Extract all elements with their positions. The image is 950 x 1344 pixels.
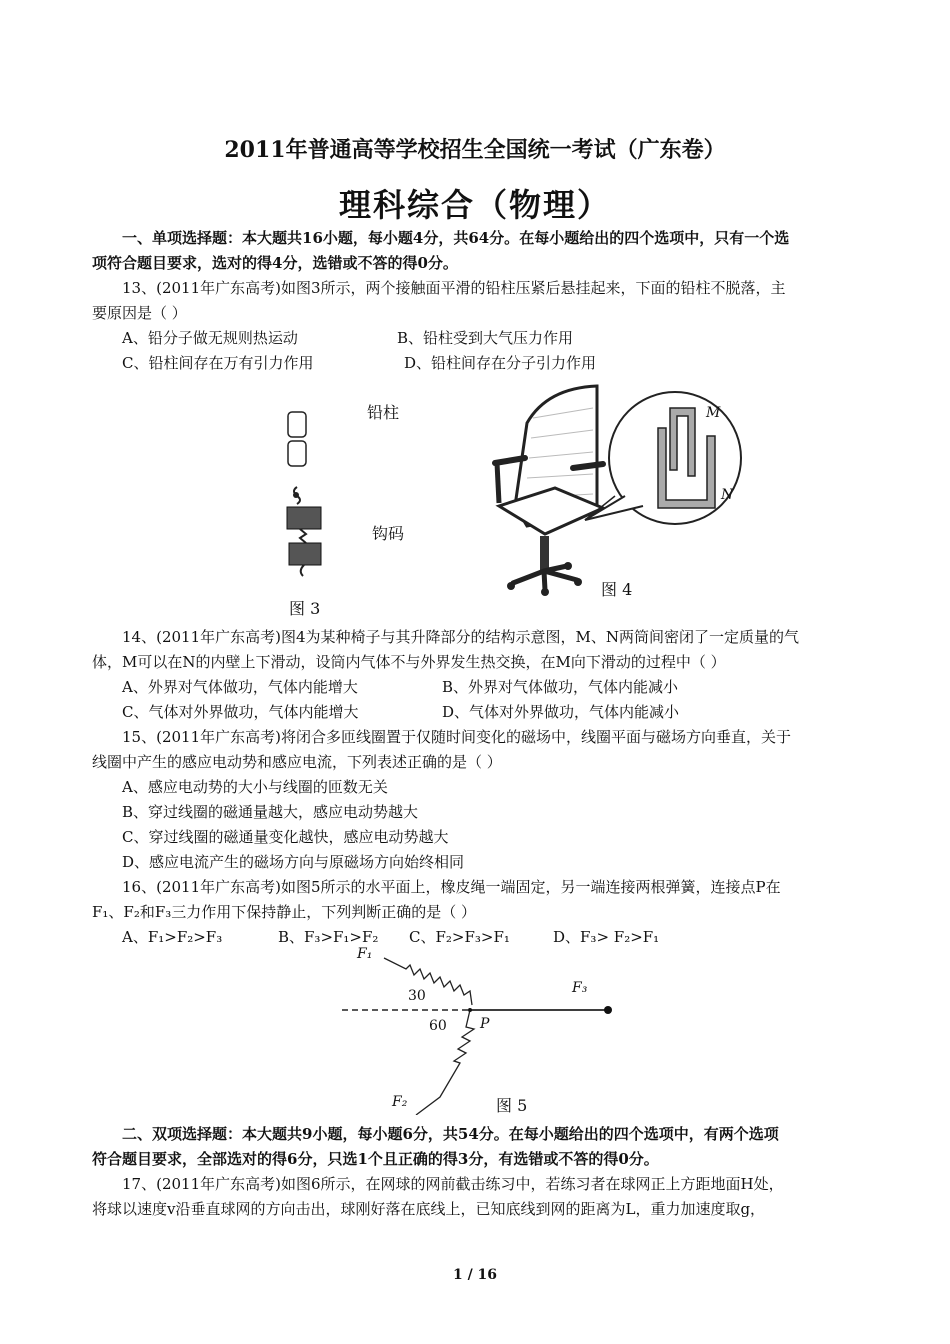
q16-option-a: A、F₁>F₂>F₃	[122, 928, 223, 946]
section2-header-line2: 符合题目要求，全部选对的得6分，只选1个且正确的得3分，有选错或不答的得0分。	[92, 1150, 659, 1168]
q16-option-d: D、F₃> F₂>F₁	[553, 928, 660, 946]
q16-option-c: C、F₂>F₃>F₁	[409, 928, 510, 946]
q16-stem-line2: F₁、F₂和F₃三力作用下保持静止，下列判断正确的是（ ）	[92, 903, 477, 921]
q13-option-a: A、铅分子做无规则热运动	[122, 329, 298, 347]
fig5-label-angle-60: 60	[429, 1018, 447, 1034]
q17-stem-line1: 17、(2011年广东高考)如图6所示，在网球的网前截击练习中，若练习者在球网正上方距地面H处，	[122, 1175, 784, 1193]
q13-option-b: B、铅柱受到大气压力作用	[397, 329, 574, 347]
fig3-caption: 图 3	[289, 599, 321, 618]
fig5-label-angle-30: 30	[408, 988, 426, 1004]
fig3-label-weight: 钩码	[372, 524, 405, 543]
fig5-caption: 图 5	[496, 1096, 528, 1115]
fig5-label-p: P	[480, 1016, 490, 1032]
q14-stem-line2: 体，M可以在N的内壁上下滑动，设筒内气体不与外界发生热交换，在M向下滑动的过程中（ ）	[92, 653, 726, 671]
fig5-label-f1: F₁	[357, 946, 373, 962]
section1-header-line1: 一、单项选择题：本大题共16小题，每小题4分，共64分。在每小题给出的四个选项中，只有一个选	[122, 229, 790, 247]
fig5-label-f3: F₃	[572, 980, 588, 996]
section1-header-line2: 项符合题目要求，选对的得4分，选错或不答的得0分。	[92, 254, 458, 272]
figure-3-lead-cylinders	[280, 405, 340, 585]
q14-option-b: B、外界对气体做功，气体内能减小	[442, 678, 679, 696]
q16-stem-line1: 16、(2011年广东高考)如图5所示的水平面上，橡皮绳一端固定，另一端连接两根弹簧，连接点P在	[122, 878, 781, 896]
fig5-label-f2: F₂	[392, 1094, 408, 1110]
q15-stem-line2: 线圈中产生的感应电动势和感应电流，下列表述正确的是（ ）	[92, 753, 502, 771]
fig4-label-m: M	[706, 405, 721, 421]
q14-stem-line1: 14、(2011年广东高考)图4为某种椅子与其升降部分的结构示意图，M、N两筒间密闭了一定质量的气	[122, 628, 799, 646]
page-subtitle: 理科综合（物理）	[338, 186, 611, 224]
q15-option-a: A、感应电动势的大小与线圈的匝数无关	[122, 778, 388, 796]
q15-option-c: C、穿过线圈的磁通量变化越快，感应电动势越大	[122, 828, 449, 846]
q13-option-c: C、铅柱间存在万有引力作用	[122, 354, 314, 372]
q13-stem-line2: 要原因是（ ）	[92, 304, 187, 322]
fig3-label-lead: 铅柱	[367, 403, 400, 422]
fig4-label-n: N	[721, 487, 734, 503]
q13-option-d: D、铅柱间存在分子引力作用	[404, 354, 597, 372]
q14-option-c: C、气体对外界做功，气体内能增大	[122, 703, 359, 721]
q15-option-d: D、感应电流产生的磁场方向与原磁场方向始终相同	[122, 853, 465, 871]
q15-option-b: B、穿过线圈的磁通量越大，感应电动势越大	[122, 803, 419, 821]
q13-stem-line1: 13、(2011年广东高考)如图3所示，两个接触面平滑的铅柱压紧后悬挂起来，下面的铅柱不脱落，主	[122, 279, 786, 297]
q15-stem-line1: 15、(2011年广东高考)将闭合多匝线圈置于仅随时间变化的磁场中，线圈平面与磁场方向垂直，关于	[122, 728, 791, 746]
fig4-caption: 图 4	[601, 580, 633, 599]
q14-option-a: A、外界对气体做功，气体内能增大	[122, 678, 358, 696]
q16-option-b: B、F₃>F₁>F₂	[278, 928, 379, 946]
q17-stem-line2: 将球以速度v沿垂直球网的方向击出，球刚好落在底线上，已知底线到网的距离为L，重力加速度取g，	[92, 1200, 766, 1218]
q14-option-d: D、气体对外界做功，气体内能减小	[442, 703, 680, 721]
section2-header-line1: 二、双项选择题：本大题共9小题，每小题6分，共54分。在每小题给出的四个选项中，有两个选项	[122, 1125, 779, 1143]
page-number: 1 / 16	[452, 1267, 498, 1283]
page-title: 2011年普通高等学校招生全国统一考试（广东卷）	[224, 137, 726, 163]
